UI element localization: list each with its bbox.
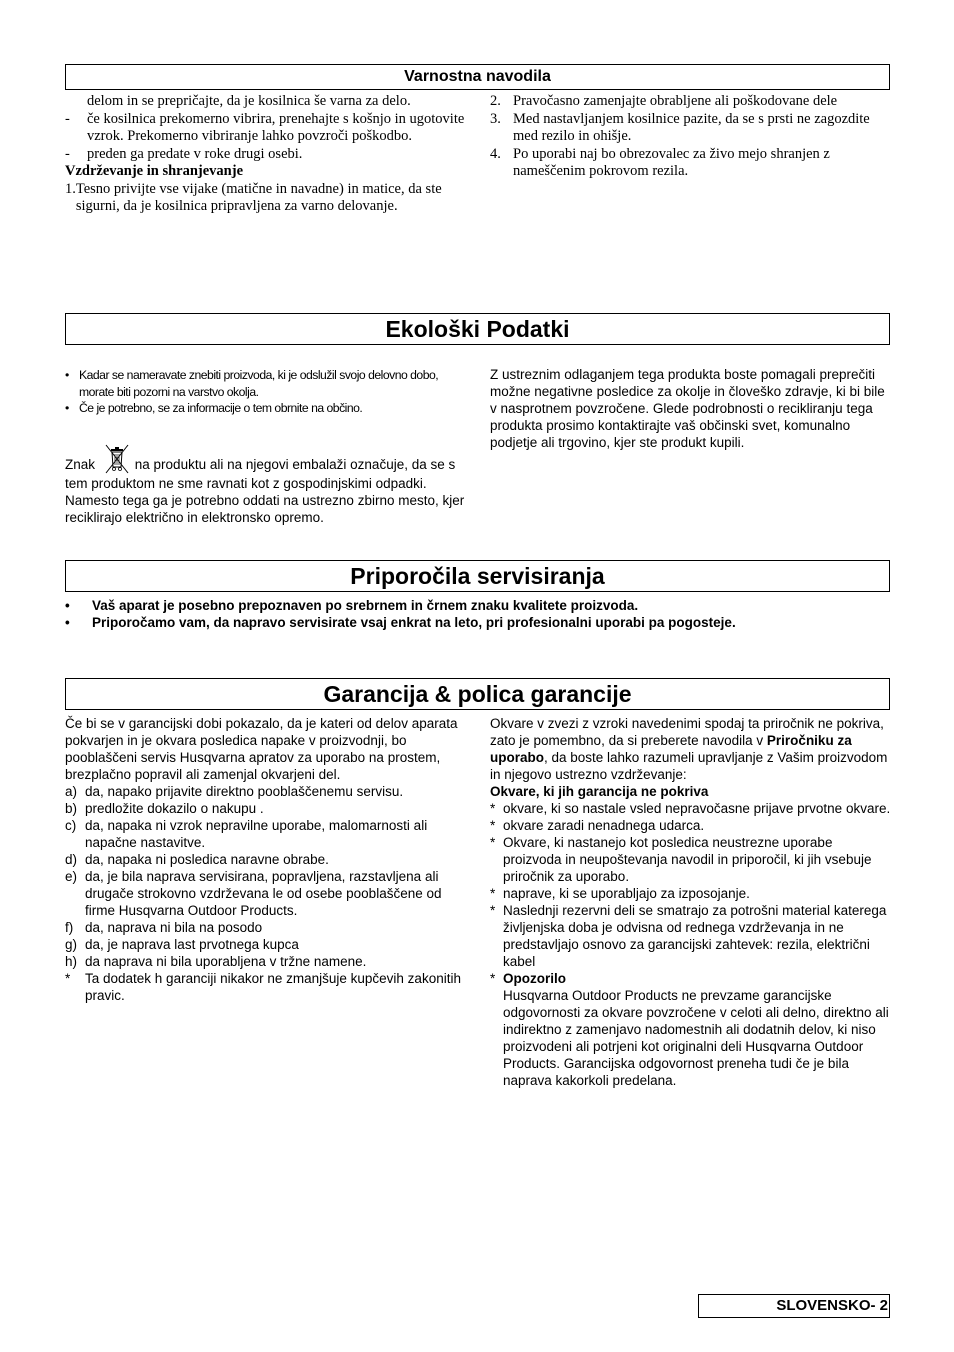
- maintenance-item: [65, 181, 465, 216]
- list-item: [65, 936, 465, 953]
- eco-bullet-list: [65, 367, 465, 417]
- list-item-text: Vaš aparat je posebno prepoznaven po srebrnem in črnem znaku kvalitete proizvoda.: [92, 598, 639, 613]
- list-item-text: naprave, ki se uporabljajo za izposojanje.: [503, 886, 750, 901]
- list-item: [490, 800, 892, 817]
- list-item: [490, 834, 892, 885]
- list-item: [65, 400, 465, 417]
- eco-symbol-text-before: Znak: [65, 456, 96, 472]
- list-marker: -: [65, 145, 70, 162]
- warning-note-body: [503, 970, 892, 1089]
- list-marker: *: [490, 903, 496, 918]
- list-item-text: da, naprava ni bila na posodo: [85, 920, 263, 935]
- list-item: [65, 919, 465, 936]
- safety-right-list: [490, 93, 892, 181]
- warranty-right-column: [490, 715, 892, 1089]
- list-item-text: delom in se prepričajte, da je kosilnica še varna za delo.: [87, 93, 411, 109]
- safety-left-column: [65, 93, 465, 216]
- list-item-text: da, je naprava last prvotnega kupca: [85, 937, 299, 952]
- list-item: [65, 800, 465, 817]
- list-marker: h): [65, 954, 78, 969]
- list-item: [490, 146, 892, 181]
- list-item: [65, 111, 465, 146]
- list-marker: [65, 93, 87, 111]
- list-marker: *: [490, 971, 496, 986]
- warranty-right-intro-text: Okvare v zvezi z vzroki navedenimi spodaj ta priročnik ne pokriva, zato je pomembno, da si preberete navodila v: [490, 716, 884, 748]
- list-item: [490, 111, 892, 146]
- eco-right-column: [490, 366, 892, 451]
- list-marker: d): [65, 852, 78, 867]
- list-marker: a): [65, 784, 78, 799]
- list-marker: 4.: [490, 145, 501, 162]
- maintenance-heading: Vzdrževanje in shranjevanje: [65, 163, 244, 179]
- list-item-text: da, napaka ni vzrok nepravilne uporabe, malomarnosti ali napačne nastavitve.: [85, 818, 428, 850]
- list-item-text: predložite dokazilo o nakupu .: [85, 801, 264, 816]
- manual-reference: Priročniku za uporabo: [490, 733, 852, 765]
- list-item-text: če kosilnica prekomerno vibrira, prenehajte s košnjo in ugotovite vzrok. Prekomerno vibriranje lahko povzroči poškodbo.: [87, 110, 465, 144]
- not-covered-heading: Okvare, ki jih garancija ne pokriva: [490, 784, 709, 799]
- list-marker: 2.: [490, 93, 501, 109]
- not-covered-list: [490, 800, 892, 970]
- list-marker: -: [65, 110, 70, 127]
- safety-left-list: [65, 93, 465, 163]
- list-marker: •: [65, 598, 70, 613]
- warranty-right-intro-text-end: , da boste lahko razumeli upravljanje z Vašim proizvodom in njegovo ustrezno vzdrževanje:: [490, 750, 888, 782]
- list-item-text: da, je bila naprava servisirana, popravljena, razstavljena ali drugače strokovno vzdrževana le od osebe pooblaščene od firme Husqvarna Outdoor Products.: [85, 869, 442, 918]
- list-marker: 3.: [490, 110, 501, 127]
- list-item-text: okvare, ki so nastale vsled nepravočasne prijave prvotne okvare.: [503, 801, 891, 816]
- warranty-intro: Če bi se v garancijski dobi pokazalo, da je kateri od delov aparata pokvarjen in je okvara posledica napake v proizvodnji, bo pooblaščeni servis Husqvarna apratov za uporabo na prostem, brezplačno popravil ali zamenjal okvarjeni del.: [65, 716, 458, 782]
- safety-heading: Varnostna navodila: [65, 64, 890, 90]
- list-item-text: Pravočasno zamenjajte obrabljene ali poškodovane dele: [513, 93, 838, 109]
- eco-symbol-paragraph: [65, 443, 465, 526]
- list-marker: b): [65, 801, 78, 816]
- warranty-left-column: [65, 715, 465, 1004]
- warranty-right-intro: [490, 715, 892, 783]
- list-marker: *: [490, 835, 496, 850]
- list-marker: e): [65, 869, 78, 884]
- list-marker: *: [490, 886, 496, 901]
- list-item-text: Med nastavljanjem kosilnice pazite, da se s prsti ne zagozdite med rezilo in ohišje.: [513, 110, 870, 144]
- list-marker: •: [65, 368, 69, 382]
- list-item-text: da, napaka ni posledica naravne obrabe.: [85, 852, 329, 867]
- list-item: [490, 817, 892, 834]
- maintenance-item-text: Tesno privijte vse vijake (matične in navadne) in matice, da ste sigurni, da je kosilnica pripravljena za varno delovanje.: [75, 180, 442, 214]
- eco-left-column: [65, 367, 465, 526]
- service-heading: Priporočila servisiranja: [65, 560, 890, 592]
- list-item-text: Priporočamo vam, da napravo servisirate vsaj enkrat na leto, pri profesionalni uporabi pa pogosteje.: [92, 615, 736, 630]
- list-item: [65, 868, 465, 919]
- list-marker: *: [490, 818, 496, 833]
- eco-right-text: Z ustreznim odlaganjem tega produkta boste pomagali preprečiti možne negativne posledice za okolje in človeško zdravje, ki bi bile v nasprotnem povzročene. Glede podrobnosti o recikliranju tega produkta prosimo kontaktirajte vaš občinski svet, komunalno podjetje ali trgovino, kjer ste produkt kupili.: [490, 367, 885, 450]
- list-item: [490, 93, 892, 111]
- crossed-out-wheelie-bin-icon: [102, 443, 132, 475]
- list-item-text: da naprava ni bila uporabljena v tržne namene.: [85, 954, 367, 969]
- list-item: [490, 885, 892, 902]
- eco-symbol-text-after: na produktu ali na njegovi embalaži označuje, da se s tem produktom ne sme ravnati kot z gospodinjskimi odpadki. Namesto tega ga je potrebno oddati na ustrezno zbirno mesto, kjer reciklirajo električno in elektronsko opremo.: [65, 456, 465, 525]
- warning-note-heading: Opozorilo: [503, 971, 566, 986]
- list-marker: c): [65, 818, 77, 833]
- list-item-text: Ta dodatek h garanciji nikakor ne zmanjšuje kupčevih zakonitih pravic.: [85, 971, 461, 1003]
- list-marker: •: [65, 615, 70, 630]
- list-marker: *: [65, 971, 71, 986]
- list-marker: •: [65, 401, 69, 415]
- list-item: [490, 902, 892, 970]
- warning-note-text: Husqvarna Outdoor Products ne prevzame garancijske odgovornosti za okvare povzročene v celoti ali delno, direktno ali indirektno z zamenjavo nadomestnih ali dodatnih delov, ki niso proizvodeni ali potrjeni kot originalni deli Husqvarna Outdoor Products. Garancijska odgovornost preneha tudi če je bila naprava kakorkoli predelana.: [503, 988, 889, 1088]
- safety-right-column: [490, 93, 892, 181]
- list-item: [65, 146, 465, 164]
- list-marker: *: [490, 801, 496, 816]
- warning-note: [490, 970, 892, 1089]
- list-item-text: okvare zaradi nenadnega udarca.: [503, 818, 705, 833]
- list-item: [65, 970, 465, 1004]
- warranty-conditions-list: [65, 783, 465, 1004]
- page-footer-label: SLOVENSKO- 2: [698, 1294, 890, 1318]
- service-bullet-list: [65, 597, 865, 631]
- list-item: [65, 597, 865, 614]
- eco-heading: Ekološki Podatki: [65, 313, 890, 345]
- list-marker: 1.: [65, 180, 76, 197]
- list-item-text: Po uporabi naj bo obrezovalec za živo mejo shranjen z nameščenim pokrovom rezila.: [513, 145, 830, 179]
- list-item-text: Naslednji rezervni deli se smatrajo za potrošni material katerega življenjska doba je odvisna od rednega vzdrževanja in ne predstavljajo osnovo za garancijski zahtevek: rezila, električni kabel: [503, 903, 887, 969]
- list-item: [65, 953, 465, 970]
- warranty-heading: Garancija & polica garancije: [65, 678, 890, 710]
- list-item-text: Kadar se nameravate znebiti proizvoda, ki je odslužil svojo delovno dobo, morate biti pozorni na varstvo okolja.: [79, 368, 439, 399]
- list-item: [65, 783, 465, 800]
- list-item: [65, 851, 465, 868]
- list-marker: g): [65, 937, 78, 952]
- list-item: [65, 614, 865, 631]
- list-item-text: da, napako prijavite direktno pooblaščenemu servisu.: [85, 784, 404, 799]
- list-marker: f): [65, 920, 74, 935]
- list-item: [65, 367, 465, 400]
- list-item: [65, 93, 465, 111]
- list-item-text: preden ga predate v roke drugi osebi.: [87, 145, 303, 162]
- list-item-text: Če je potrebno, se za informacije o tem obrnite na občino.: [79, 401, 363, 415]
- list-item: [65, 817, 465, 851]
- list-item-text: Okvare, ki nastanejo kot posledica neustrezne uporabe proizvoda in neupoštevanja navodil in priporočil, ki jih vsebuje priročnik za uporabo.: [503, 835, 872, 884]
